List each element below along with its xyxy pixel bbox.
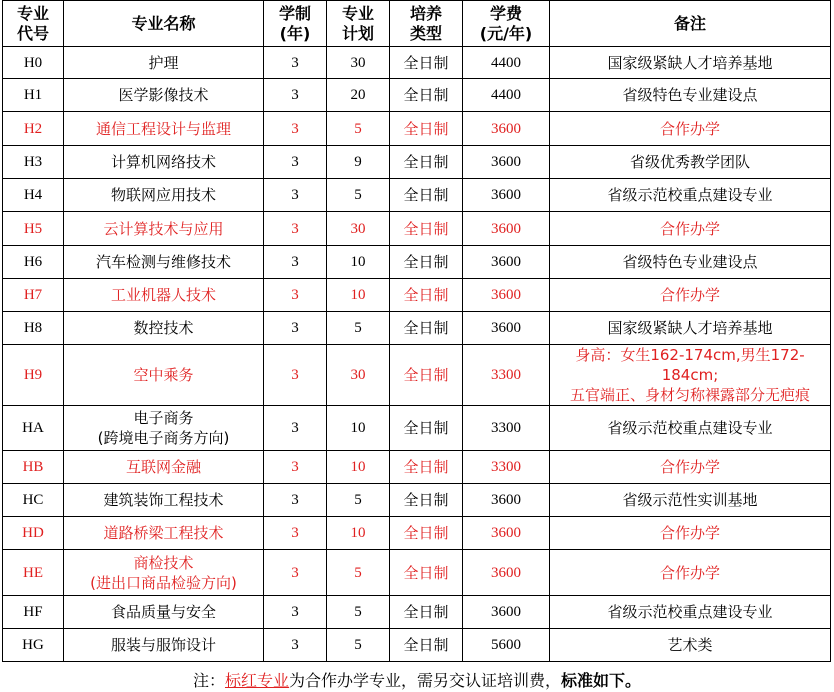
footer-prefix: 注： [192, 671, 225, 690]
table-row [3, 79, 831, 112]
cell-plan: 30 [327, 345, 390, 406]
cell-plan: 5 [327, 484, 390, 517]
cell-code: HD [3, 517, 64, 550]
cell-name: 建筑装饰工程技术 [64, 484, 264, 517]
table-row [3, 550, 831, 596]
cell-type: 全日制 [390, 596, 463, 629]
cell-plan: 10 [327, 406, 390, 451]
cell-type: 全日制 [390, 517, 463, 550]
table-body [3, 47, 831, 662]
cell-code: H5 [3, 212, 64, 246]
cell-code: HE [3, 550, 64, 596]
footer-highlight: 标红专业 [224, 671, 289, 690]
cell-code: HB [3, 451, 64, 484]
cell-code: H6 [3, 246, 64, 279]
cell-plan: 9 [327, 146, 390, 179]
cell-years: 3 [264, 451, 327, 484]
cell-plan: 5 [327, 312, 390, 345]
header-fee: 学费 (元/年) [463, 1, 550, 47]
cell-note: 省级特色专业建设点 [550, 79, 831, 112]
table-row [3, 312, 831, 345]
cell-years: 3 [264, 146, 327, 179]
cell-code: H1 [3, 79, 64, 112]
cell-fee: 3600 [463, 484, 550, 517]
cell-code: HG [3, 629, 64, 662]
cell-years: 3 [264, 279, 327, 312]
cell-note: 国家级紧缺人才培养基地 [550, 47, 831, 79]
cell-fee: 3600 [463, 596, 550, 629]
cell-note: 省级示范校重点建设专业 [550, 406, 831, 451]
cell-type: 全日制 [390, 451, 463, 484]
footer-bold: 标准如下。 [561, 671, 642, 690]
table-row [3, 179, 831, 212]
cell-note: 合作办学 [550, 517, 831, 550]
cell-code: H2 [3, 112, 64, 146]
cell-type: 全日制 [390, 312, 463, 345]
cell-code: H8 [3, 312, 64, 345]
header-years: 学制 (年) [264, 1, 327, 47]
cell-years: 3 [264, 406, 327, 451]
cell-note: 省级特色专业建设点 [550, 246, 831, 279]
table-row [3, 484, 831, 517]
cell-type: 全日制 [390, 279, 463, 312]
cell-years: 3 [264, 112, 327, 146]
cell-plan: 30 [327, 212, 390, 246]
cell-plan: 5 [327, 550, 390, 596]
cell-name: 电子商务 (跨境电子商务方向) [64, 406, 264, 451]
cell-years: 3 [264, 47, 327, 79]
majors-table [2, 0, 831, 662]
cell-fee: 3600 [463, 179, 550, 212]
footer-middle: 为合作办学专业，需另交认证培训费， [289, 671, 562, 690]
cell-code: H9 [3, 345, 64, 406]
cell-note: 合作办学 [550, 451, 831, 484]
cell-type: 全日制 [390, 629, 463, 662]
cell-fee: 3300 [463, 451, 550, 484]
cell-name: 空中乘务 [64, 345, 264, 406]
cell-type: 全日制 [390, 146, 463, 179]
cell-years: 3 [264, 345, 327, 406]
cell-plan: 20 [327, 79, 390, 112]
cell-years: 3 [264, 79, 327, 112]
cell-note: 省级示范校重点建设专业 [550, 596, 831, 629]
cell-fee: 3600 [463, 279, 550, 312]
table-row [3, 451, 831, 484]
cell-code: H0 [3, 47, 64, 79]
cell-name: 食品质量与安全 [64, 596, 264, 629]
cell-type: 全日制 [390, 246, 463, 279]
cell-plan: 10 [327, 451, 390, 484]
cell-name: 道路桥梁工程技术 [64, 517, 264, 550]
header-code: 专业 代号 [3, 1, 64, 47]
cell-note: 省级示范性实训基地 [550, 484, 831, 517]
cell-name: 云计算技术与应用 [64, 212, 264, 246]
cell-name: 护理 [64, 47, 264, 79]
table-row [3, 517, 831, 550]
cell-years: 3 [264, 246, 327, 279]
cell-years: 3 [264, 550, 327, 596]
cell-code: H7 [3, 279, 64, 312]
table-row [3, 345, 831, 406]
cell-code: HA [3, 406, 64, 451]
cell-plan: 5 [327, 112, 390, 146]
cell-fee: 3600 [463, 146, 550, 179]
cell-name: 计算机网络技术 [64, 146, 264, 179]
cell-type: 全日制 [390, 406, 463, 451]
cell-note: 合作办学 [550, 212, 831, 246]
cell-note: 合作办学 [550, 550, 831, 596]
cell-code: H3 [3, 146, 64, 179]
cell-name: 互联网金融 [64, 451, 264, 484]
table-row [3, 146, 831, 179]
cell-fee: 3600 [463, 212, 550, 246]
cell-code: HC [3, 484, 64, 517]
cell-plan: 5 [327, 596, 390, 629]
cell-name: 通信工程设计与监理 [64, 112, 264, 146]
cell-fee: 3300 [463, 406, 550, 451]
table-row [3, 112, 831, 146]
cell-years: 3 [264, 179, 327, 212]
cell-type: 全日制 [390, 179, 463, 212]
cell-type: 全日制 [390, 47, 463, 79]
cell-fee: 3600 [463, 246, 550, 279]
table-row [3, 212, 831, 246]
cell-note: 省级示范校重点建设专业 [550, 179, 831, 212]
table-row [3, 47, 831, 79]
cell-years: 3 [264, 212, 327, 246]
cell-fee: 3600 [463, 312, 550, 345]
cell-fee: 4400 [463, 47, 550, 79]
cell-name: 数控技术 [64, 312, 264, 345]
cell-plan: 30 [327, 47, 390, 79]
cell-plan: 5 [327, 629, 390, 662]
cell-note: 合作办学 [550, 279, 831, 312]
table-row [3, 246, 831, 279]
cell-plan: 5 [327, 179, 390, 212]
table-row [3, 406, 831, 451]
cell-fee: 3300 [463, 345, 550, 406]
header-plan: 专业 计划 [327, 1, 390, 47]
cell-years: 3 [264, 596, 327, 629]
cell-type: 全日制 [390, 212, 463, 246]
cell-name: 医学影像技术 [64, 79, 264, 112]
header-name: 专业名称 [64, 1, 264, 47]
header-row [3, 1, 831, 47]
cell-note: 国家级紧缺人才培养基地 [550, 312, 831, 345]
cell-note: 省级优秀教学团队 [550, 146, 831, 179]
table-row [3, 629, 831, 662]
cell-type: 全日制 [390, 550, 463, 596]
cell-code: H4 [3, 179, 64, 212]
cell-type: 全日制 [390, 112, 463, 146]
cell-years: 3 [264, 484, 327, 517]
cell-fee: 3600 [463, 517, 550, 550]
cell-fee: 3600 [463, 112, 550, 146]
cell-plan: 10 [327, 246, 390, 279]
cell-name: 汽车检测与维修技术 [64, 246, 264, 279]
cell-type: 全日制 [390, 345, 463, 406]
table-row [3, 279, 831, 312]
cell-plan: 10 [327, 517, 390, 550]
header-note: 备注 [550, 1, 831, 47]
cell-fee: 5600 [463, 629, 550, 662]
table-row [3, 596, 831, 629]
cell-years: 3 [264, 312, 327, 345]
cell-years: 3 [264, 517, 327, 550]
header-type: 培养 类型 [390, 1, 463, 47]
cell-note: 合作办学 [550, 112, 831, 146]
cell-type: 全日制 [390, 79, 463, 112]
cell-name: 商检技术 (进出口商品检验方向) [64, 550, 264, 596]
cell-fee: 3600 [463, 550, 550, 596]
cell-name: 物联网应用技术 [64, 179, 264, 212]
cell-note: 艺术类 [550, 629, 831, 662]
cell-years: 3 [264, 629, 327, 662]
cell-note: 身高：女生162-174cm,男生172-184cm; 五官端正、身材匀称裸露部分无疤痕 [550, 345, 831, 406]
cell-type: 全日制 [390, 484, 463, 517]
cell-fee: 4400 [463, 79, 550, 112]
cell-name: 服装与服饰设计 [64, 629, 264, 662]
cell-name: 工业机器人技术 [64, 279, 264, 312]
cell-plan: 10 [327, 279, 390, 312]
cell-code: HF [3, 596, 64, 629]
